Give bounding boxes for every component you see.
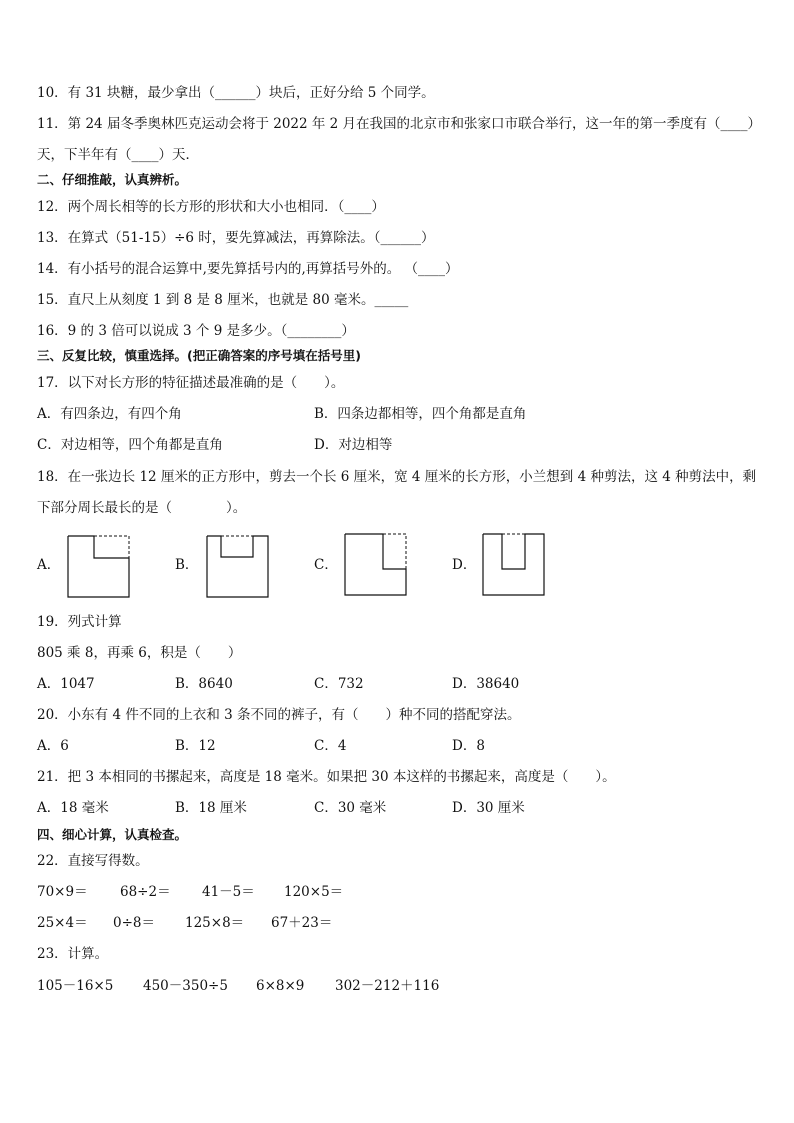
question-17-option-b: B．四条边都相等，四个角都是直角 bbox=[314, 406, 527, 422]
question-21-option-d: D．30 厘米 bbox=[452, 800, 525, 816]
calc-item: 70×9＝ bbox=[37, 884, 88, 900]
question-20-option-d: D．8 bbox=[452, 738, 485, 754]
question-18-figure-a bbox=[67, 535, 131, 599]
question-19-title: 19．列式计算 bbox=[37, 614, 122, 630]
calc-item: 120×5＝ bbox=[284, 884, 344, 900]
section-2-heading: 二、仔细推敲，认真辨析。 bbox=[37, 172, 188, 187]
question-20-option-c: C．4 bbox=[314, 738, 347, 754]
question-18-stem-line2: 下部分周长最长的是（ ）。 bbox=[37, 500, 247, 516]
question-21-option-b: B．18 厘米 bbox=[175, 800, 247, 816]
question-17-option-a: A．有四条边，有四个角 bbox=[37, 406, 182, 422]
calc-item: 68÷2＝ bbox=[120, 884, 171, 900]
question-18-stem-line1: 18．在一张边长 12 厘米的正方形中，剪去一个长 6 厘米，宽 4 厘米的长方形，小兰想到 4 种剪法，这 4 种剪法中，剩 bbox=[37, 469, 757, 485]
question-17-option-d: D．对边相等 bbox=[314, 437, 393, 453]
calc-item: 0÷8＝ bbox=[113, 915, 155, 931]
question-11-line1: 11．第 24 届冬季奥林匹克运动会将于 2022 年 2 月在我国的北京市和张家口市联合举行，这一年的第一季度有（____） bbox=[37, 116, 762, 132]
question-18-label-c: C． bbox=[314, 557, 338, 573]
question-21-option-a: A．18 毫米 bbox=[37, 800, 109, 816]
question-23-title: 23．计算。 bbox=[37, 946, 109, 962]
question-16: 16．9 的 3 倍可以说成 3 个 9 是多少。（________） bbox=[37, 323, 355, 339]
question-19-option-a: A．1047 bbox=[37, 676, 95, 692]
question-20-option-a: A．6 bbox=[37, 738, 69, 754]
calc-item: 302－212＋116 bbox=[335, 978, 440, 994]
question-15: 15．直尺上从刻度 1 到 8 是 8 厘米，也就是 80 毫米。_____ bbox=[37, 292, 409, 308]
question-17-option-c: C．对边相等，四个角都是直角 bbox=[37, 437, 223, 453]
question-12: 12．两个周长相等的长方形的形状和大小也相同．（____） bbox=[37, 199, 385, 215]
question-21-stem: 21．把 3 本相同的书摞起来，高度是 18 毫米。如果把 30 本这样的书摞起来，高度是（ ）。 bbox=[37, 769, 616, 785]
section-4-heading: 四、细心计算，认真检查。 bbox=[37, 827, 188, 842]
section-3-heading: 三、反复比较，慎重选择。(把正确答案的序号填在括号里) bbox=[37, 348, 361, 363]
question-18-figure-d bbox=[482, 533, 546, 597]
question-13: 13．在算式（51-15）÷6 时，要先算减法，再算除法。（______） bbox=[37, 230, 435, 246]
question-22-title: 22．直接写得数。 bbox=[37, 853, 149, 869]
question-11-line2: 天，下半年有（____）天． bbox=[37, 147, 199, 163]
question-20-option-b: B．12 bbox=[175, 738, 216, 754]
question-19-option-c: C．732 bbox=[314, 676, 364, 692]
question-19-option-b: B．8640 bbox=[175, 676, 233, 692]
question-18-label-a: A． bbox=[37, 557, 61, 573]
calc-item: 125×8＝ bbox=[185, 915, 245, 931]
calc-item: 6×8×9 bbox=[256, 978, 305, 994]
question-19-option-d: D．38640 bbox=[452, 676, 520, 692]
question-10: 10．有 31 块糖，最少拿出（______）块后，正好分给 5 个同学。 bbox=[37, 85, 435, 101]
question-17-stem: 17．以下对长方形的特征描述最准确的是（ ）。 bbox=[37, 375, 345, 391]
calc-item: 25×4＝ bbox=[37, 915, 88, 931]
question-19-stem: 805 乘 8，再乘 6，积是（ ） bbox=[37, 645, 242, 661]
question-20-stem: 20．小东有 4 件不同的上衣和 3 条不同的裤子，有（ ）种不同的搭配穿法。 bbox=[37, 707, 521, 723]
question-18-figure-c bbox=[344, 533, 408, 597]
question-18-label-d: D． bbox=[452, 557, 477, 573]
question-21-option-c: C．30 毫米 bbox=[314, 800, 387, 816]
calc-item: 41－5＝ bbox=[202, 884, 255, 900]
question-14: 14．有小括号的混合运算中,要先算括号内的,再算括号外的。 （____） bbox=[37, 261, 459, 277]
question-18-figure-b bbox=[206, 535, 270, 599]
calc-item: 450－350÷5 bbox=[143, 978, 228, 994]
calc-item: 67＋23＝ bbox=[271, 915, 333, 931]
calc-item: 105－16×5 bbox=[37, 978, 114, 994]
question-18-label-b: B． bbox=[175, 557, 199, 573]
